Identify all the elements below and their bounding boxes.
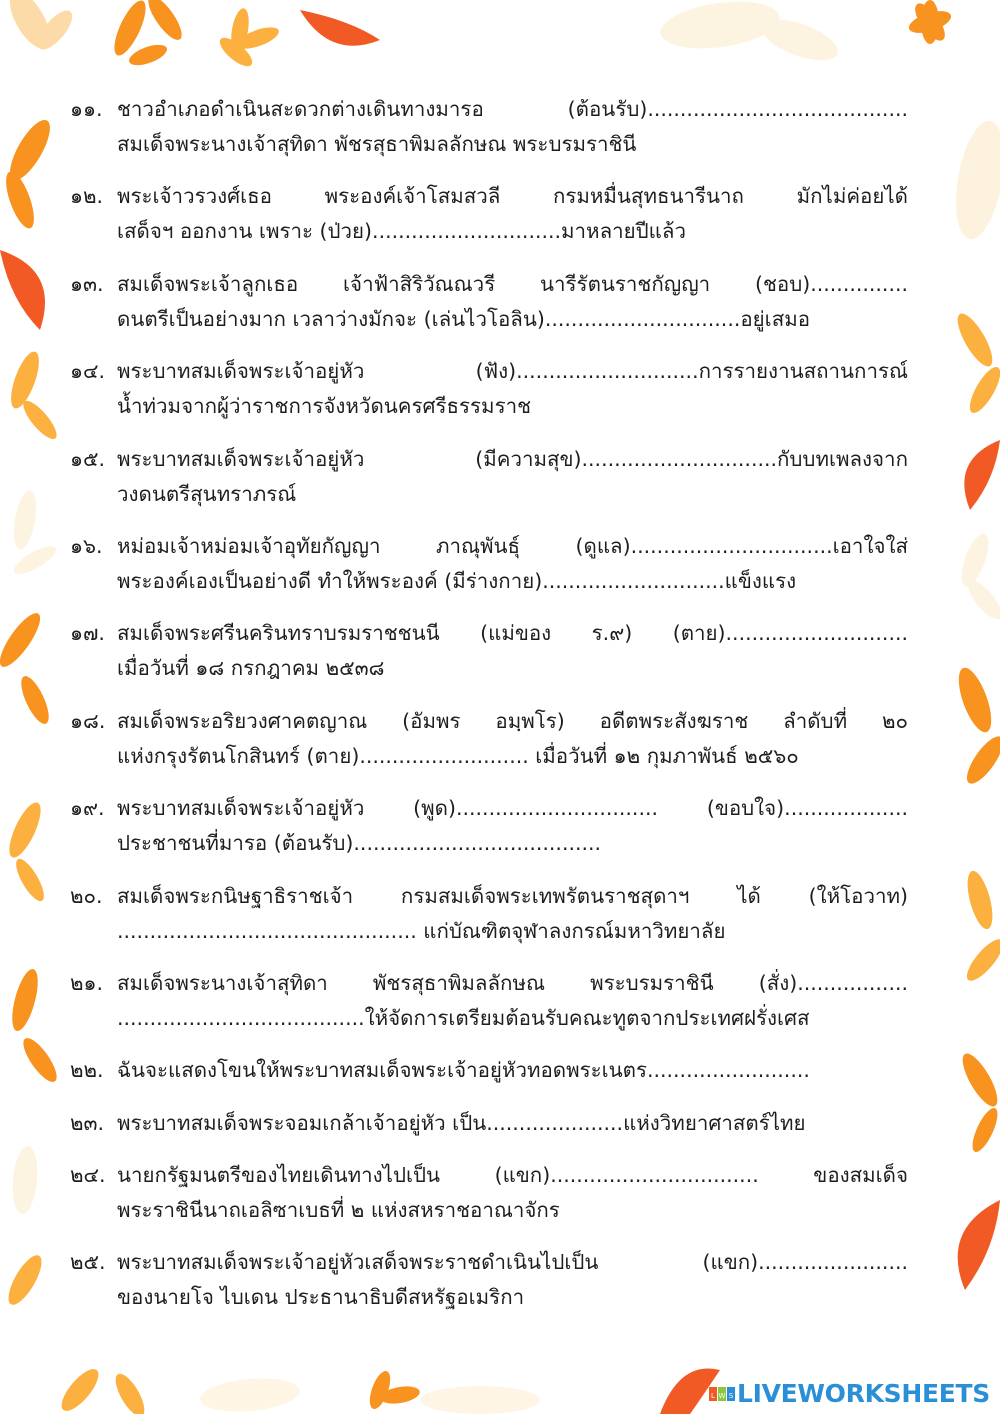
bottom-pale-leaf-icon	[199, 1375, 540, 1414]
question-text-line: แห่งกรุงรัตนโกสินทร์ (ตาย).......................... เมื่อวันที่ ๑๒ กุมภาพันธ์ ๒๕๖๐	[117, 743, 799, 768]
question-text-line: สมเด็จพระกนิษฐาธิราชเจ้า กรมสมเด็จพระเทพรัตนราชสุดาฯ ได้ (ให้โอวาท)	[117, 883, 908, 908]
question-text-line: น้ำท่วมจากผู้ว่าราชการจังหวัดนครศรีธรรมราช	[117, 394, 532, 419]
question-text-line: วงดนตรีสุนทราภรณ์	[117, 481, 297, 506]
question-number: ๒๒.	[70, 1058, 104, 1083]
question-item	[70, 267, 908, 337]
question-item	[70, 442, 908, 512]
question-number: ๑๘.	[70, 708, 106, 733]
question-list	[70, 92, 908, 1333]
question-text-line: สมเด็จพระเจ้าลูกเธอ เจ้าฟ้าสิริวัณณวรี นารีรัตนราชกัญญา (ชอบ)...............	[117, 271, 908, 296]
logo-letter-s: S	[728, 1391, 734, 1400]
logo-letter-l: L	[710, 1391, 715, 1400]
left-leaf-cluster-5-icon	[7, 967, 62, 1087]
left-leaf-cluster-3-icon	[0, 608, 54, 727]
question-text-line: สมเด็จพระนางเจ้าสุทิดา พัชรสุธาพิมลลักษณ พระบรมราชินี	[117, 132, 637, 156]
question-text-line: ประชาชนที่มารอ (ต้อนรับ)......................................	[117, 831, 602, 856]
question-text-line: หม่อมเจ้าหม่อมเจ้าอุทัยกัญญา ภาณุพันธุ์ (ดูแล)...............................เอาใจใส่	[117, 533, 908, 558]
question-text-line: พระบาทสมเด็จพระเจ้าอยู่หัวเสด็จพระราชดำเนินไปเป็น (แขก).......................	[117, 1250, 908, 1275]
right-leaf-cluster-2-icon	[952, 664, 1000, 789]
question-item	[70, 616, 908, 686]
question-text-line: พระองค์เองเป็นอย่างดี ทำให้พระองค์ (มีร่างกาย)............................แข็งแรง	[117, 568, 797, 593]
question-number: ๑๑.	[70, 97, 103, 121]
question-text-line: ......................................ให้จัดการเตรียมต้อนรับคณะทูตจากประเทศฝรั่งเศส	[117, 1005, 810, 1030]
question-text-line: ชาวอำเภอดำเนินสะดวกต่างเดินทางมารอ (ต้อนรับ)........................................	[117, 97, 908, 121]
question-text-line: สมเด็จพระนางเจ้าสุทิดา พัชรสุธาพิมลลักษณ พระบรมราชินี (สั่ง).................	[117, 970, 908, 995]
question-text-line: .............................................. แก่บัณฑิตจุฬาลงกรณ์มหาวิทยาลัย	[117, 918, 726, 943]
question-number: ๒๓.	[70, 1110, 105, 1135]
logo-letter-w: W	[718, 1391, 726, 1400]
question-text-line: ฉันจะแสดงโขนให้พระบาทสมเด็จพระเจ้าอยู่หัวทอดพระเนตร.........................	[117, 1058, 810, 1083]
question-item	[70, 879, 908, 949]
top-flower-icon	[216, 7, 282, 71]
left-red-leaf-icon	[0, 250, 45, 330]
question-item	[70, 1245, 908, 1315]
top-leaf-cluster-icon	[108, 0, 187, 69]
question-text-line: พระบาทสมเด็จพระเจ้าอยู่หัว (พูด)............................... (ขอบใจ)...................	[117, 796, 908, 821]
question-number: ๒๔.	[70, 1163, 106, 1188]
brand-name: LIVEWORKSHEETS	[736, 1379, 990, 1408]
right-pale-leaf-1-icon	[948, 117, 1000, 243]
question-item	[70, 179, 908, 249]
question-text-line: ดนตรีเป็นอย่างมาก เวลาว่างมักจะ (เล่นไวโอลิน)..............................อยู่เสมอ	[117, 306, 811, 331]
question-text-line: นายกรัฐมนตรีของไทยเดินทางไปเป็น (แขก)................................ ของสมเด็จ	[117, 1163, 908, 1188]
liveworksheets-logo-icon	[709, 1383, 735, 1405]
question-text-line: สมเด็จพระศรีนครินทราบรมราชชนนี (แม่ของ ร.๙) (ตาย)............................	[117, 621, 908, 646]
question-item	[70, 92, 908, 162]
question-number: ๑๕.	[70, 446, 106, 471]
question-text-line: พระบาทสมเด็จพระจอมเกล้าเจ้าอยู่หัว เป็น.....................แห่งวิทยาศาสตร์ไทย	[117, 1110, 806, 1135]
question-item	[70, 1158, 908, 1228]
question-number: ๒๐.	[70, 883, 103, 908]
question-number: ๒๕.	[70, 1250, 106, 1275]
question-number: ๑๗.	[70, 621, 105, 646]
top-right-star-flower-icon	[906, 0, 953, 45]
question-number: ๑๒.	[70, 184, 104, 209]
question-text-line: ของนายโจ ไบเดน ประธานาธิบดีสหรัฐอเมริกา	[117, 1285, 525, 1310]
question-text-line: เมื่อวันที่ ๑๘ กรกฎาคม ๒๕๓๘	[117, 656, 385, 681]
left-leaf-cluster-1-icon	[0, 115, 57, 232]
right-leaf-cluster-3-icon	[961, 868, 1000, 985]
question-text-line: พระบาทสมเด็จพระเจ้าอยู่หัว (มีความสุข)..............................กับบทเพลงจาก	[117, 446, 908, 471]
question-text-line: พระบาทสมเด็จพระเจ้าอยู่หัว (ฟัง)............................การรายงานสถานการณ์	[117, 359, 908, 384]
question-text-line: พระราชินีนาถเอลิซาเบธที่ ๒ แห่งสหราชอาณาจักร	[117, 1198, 560, 1223]
question-item	[70, 791, 908, 861]
bottom-leaf-cluster-1-icon	[56, 1364, 150, 1414]
liveworksheets-brand[interactable]	[709, 1379, 990, 1408]
bottom-flower-icon	[366, 1368, 421, 1411]
question-text-line: พระเจ้าวรวงศ์เธอ พระองค์เจ้าโสมสวลี กรมหมื่นสุทธนารีนาถ มักไม่ค่อยได้	[117, 184, 908, 209]
top-red-leaf-icon	[300, 10, 380, 46]
question-number: ๑๓.	[70, 271, 104, 296]
question-item	[70, 704, 908, 774]
question-item	[70, 1053, 908, 1088]
question-item	[70, 529, 908, 599]
right-red-leaf-2-icon	[958, 1200, 1000, 1290]
right-leaf-cluster-1-icon	[951, 309, 1000, 417]
question-number: ๑๙.	[70, 796, 105, 821]
left-leaf-cluster-4-icon	[3, 799, 49, 905]
top-left-pale-flower-icon	[2, 0, 78, 55]
question-item	[70, 966, 908, 1036]
top-right-pale-leaf-icon	[658, 0, 844, 69]
left-leaf-cluster-2-icon	[5, 348, 61, 443]
left-pale-leaf-icon	[10, 1145, 40, 1215]
question-item	[70, 354, 908, 424]
question-number: ๑๔.	[70, 359, 106, 384]
right-red-leaf-icon	[964, 440, 1000, 510]
question-number: ๒๑.	[70, 970, 104, 995]
question-item	[70, 1106, 908, 1141]
question-text-line: เสด็จฯ ออกงาน เพราะ (ป่วย).............................มาหลายปีแล้ว	[117, 219, 686, 244]
left-leaf-cluster-6-icon	[2, 1251, 47, 1309]
right-leaf-cluster-4-icon	[956, 1049, 1000, 1155]
question-number: ๑๖.	[70, 533, 103, 558]
left-pale-flower-icon	[10, 489, 60, 579]
right-pale-flower-icon	[956, 530, 1000, 624]
question-text-line: สมเด็จพระอริยวงศาคตญาณ (อัมพร อมฺพโร) อดีตพระสังฆราช ลำดับที่ ๒๐	[117, 708, 908, 733]
